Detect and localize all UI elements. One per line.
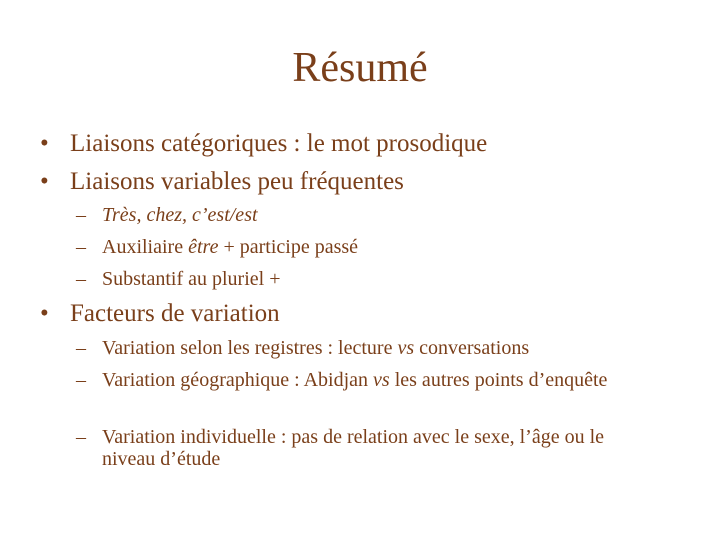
bullet-marker: • (40, 168, 49, 195)
dash-marker: – (76, 204, 86, 226)
sub-bullet-text: Très, chez, c’est/est (102, 204, 258, 226)
emphasis-text: vs (373, 369, 390, 391)
dash-marker: – (76, 236, 86, 258)
sub-bullet-text: Variation individuelle : pas de relation avec le sexe, l’âge ou le niveau d’étude (102, 426, 605, 470)
bullet-text: Liaisons variables peu fréquentes (70, 168, 404, 195)
dash-marker: – (76, 369, 86, 391)
text-run: + participe passé (218, 236, 359, 258)
emphasis-text: être (188, 236, 219, 258)
sub-bullet-text (102, 337, 662, 359)
slide-title: Résumé (292, 45, 428, 91)
bullet-marker: • (40, 300, 49, 327)
bullet-text: Liaisons catégoriques : le mot prosodique (70, 130, 488, 157)
text-run: Auxiliaire (102, 236, 189, 258)
bullet-marker: • (40, 130, 49, 157)
bullet-text: Facteurs de variation (70, 300, 280, 327)
dash-marker: – (76, 268, 86, 290)
text-run: Variation géographique : Abidjan (102, 369, 374, 391)
dash-marker: – (76, 426, 86, 448)
text-run: les autres points d’enquête (389, 369, 608, 391)
dash-marker: – (76, 337, 86, 359)
sub-bullet-text: Substantif au pluriel + (102, 268, 281, 290)
text-run: conversations (414, 337, 530, 359)
sub-bullet-text (102, 369, 622, 391)
sub-bullet-text (102, 236, 662, 258)
emphasis-text: vs (397, 337, 415, 359)
text-run: Variation selon les registres : lecture (102, 337, 398, 359)
